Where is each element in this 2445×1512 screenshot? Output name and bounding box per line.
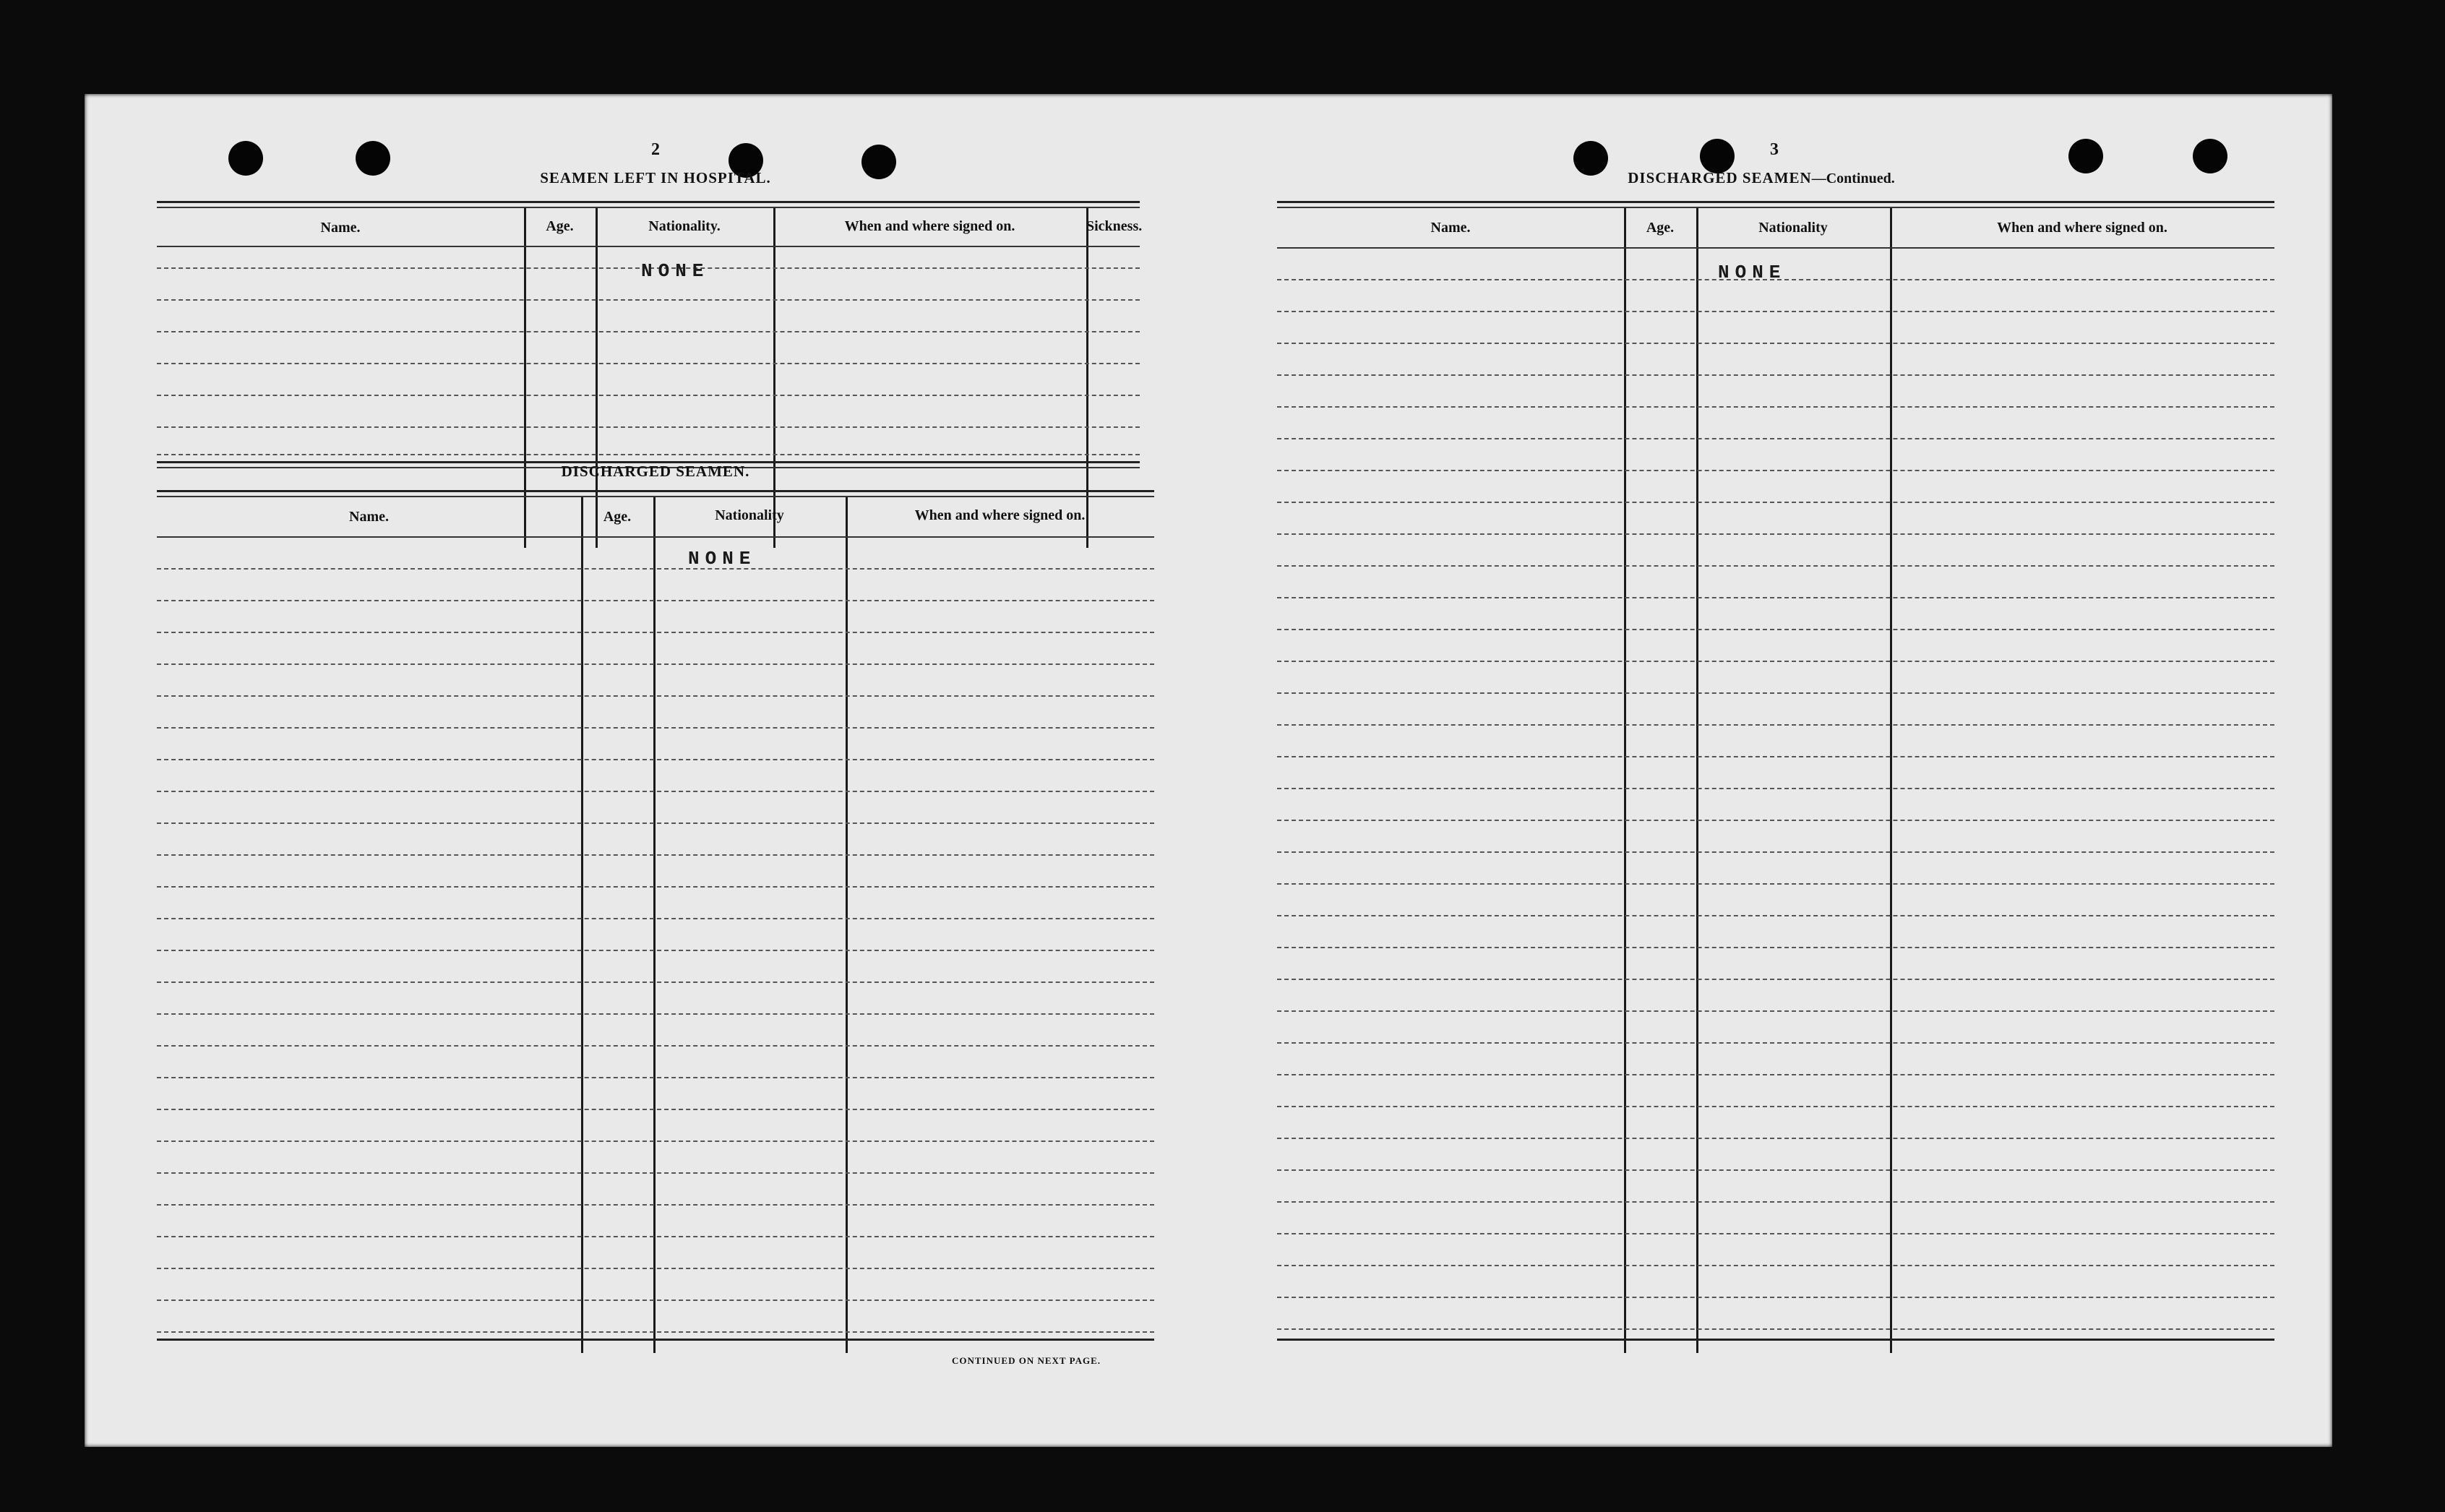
document-sheet <box>85 94 2332 1447</box>
page-title-suffix: —Continued. <box>1811 171 1895 186</box>
ruled-line <box>1277 343 2274 344</box>
col-header-name: Name. <box>349 509 389 525</box>
ruled-line <box>157 822 1154 824</box>
ruled-line <box>157 1077 1154 1078</box>
col-header-signed-on: When and where signed on. <box>1997 220 2167 236</box>
ruled-line <box>1277 1042 2274 1044</box>
ruled-line <box>1277 597 2274 598</box>
ruled-line <box>1277 724 2274 726</box>
col-header-signed-on: When and where signed on. <box>914 507 1086 523</box>
ruled-line <box>1277 533 2274 535</box>
ruled-line <box>157 1045 1154 1047</box>
ruled-line <box>1277 1074 2274 1075</box>
ruled-line <box>157 1109 1154 1110</box>
page-title <box>1559 169 1964 187</box>
ruled-line <box>157 918 1154 919</box>
page-title: SEAMEN LEFT IN HOSPITAL. <box>540 169 771 186</box>
ruled-line <box>1277 1106 2274 1107</box>
ruled-line <box>157 791 1154 792</box>
ruled-line <box>1277 1169 2274 1171</box>
ruled-line <box>1277 1328 2274 1330</box>
page-title-main: DISCHARGED SEAMEN <box>1628 169 1812 186</box>
col-header-nationality: Nationality <box>715 507 784 523</box>
discharged-table <box>157 490 1154 1353</box>
col-header-age: Age. <box>1646 220 1675 236</box>
ruled-line <box>1277 979 2274 980</box>
col-header-nationality: Nationality <box>1758 220 1828 236</box>
ruled-line <box>157 886 1154 888</box>
page-number: 3 <box>1770 140 1779 159</box>
ruled-line <box>157 950 1154 951</box>
col-header-age: Age. <box>603 509 632 525</box>
ruled-line <box>1277 1138 2274 1139</box>
ruled-line <box>1277 788 2274 789</box>
ruled-line <box>1277 438 2274 439</box>
ruled-line <box>157 632 1154 633</box>
none-entry: NONE <box>688 548 757 570</box>
none-entry: NONE <box>641 260 710 282</box>
ruled-line <box>157 759 1154 760</box>
ruled-line <box>1277 1201 2274 1203</box>
section-title: DISCHARGED SEAMEN. <box>561 463 750 480</box>
ruled-line <box>1277 1297 2274 1298</box>
ruled-line <box>157 1172 1154 1174</box>
ruled-line <box>1277 1010 2274 1012</box>
ruled-line <box>157 600 1154 601</box>
ruled-line <box>157 727 1154 729</box>
ruled-line <box>1277 502 2274 503</box>
footer-note: CONTINUED ON NEXT PAGE. <box>952 1355 1101 1366</box>
ruled-line <box>1277 883 2274 885</box>
ruled-line <box>157 695 1154 697</box>
ruled-line <box>157 663 1154 665</box>
none-entry: NONE <box>1718 262 1787 283</box>
ruled-line <box>1277 820 2274 821</box>
ruled-line <box>1277 565 2274 567</box>
ruled-line <box>1277 692 2274 694</box>
discharged-continued-table <box>1277 201 2274 1353</box>
ruled-line <box>1277 1265 2274 1266</box>
ruled-line <box>157 1204 1154 1206</box>
ruled-line <box>1277 756 2274 757</box>
ruled-line <box>157 981 1154 983</box>
ruled-line <box>157 1300 1154 1301</box>
ruled-line <box>1277 851 2274 853</box>
ruled-line <box>1277 470 2274 471</box>
ruled-line <box>1277 629 2274 630</box>
col-header-age: Age. <box>546 218 574 234</box>
ruled-line <box>1277 1233 2274 1234</box>
col-header-name: Name. <box>1430 220 1471 236</box>
ruled-line <box>1277 279 2274 280</box>
right-page <box>1212 94 2332 1447</box>
col-header-signed-on: When and where signed on. <box>844 218 1015 234</box>
col-header-nationality: Nationality. <box>648 218 721 234</box>
page-number: 2 <box>651 140 660 159</box>
ruled-line <box>1277 374 2274 376</box>
ruled-line <box>157 1268 1154 1269</box>
left-page <box>85 94 1212 1447</box>
col-header-sickness: Sickness. <box>1086 218 1143 234</box>
ruled-line <box>1277 661 2274 662</box>
col-header-name: Name. <box>320 220 361 236</box>
ruled-line <box>157 568 1154 570</box>
ruled-line <box>1277 311 2274 312</box>
ruled-line <box>1277 406 2274 408</box>
ruled-line <box>157 1236 1154 1237</box>
ruled-line <box>157 1141 1154 1142</box>
ruled-line <box>157 854 1154 856</box>
ruled-line <box>1277 915 2274 916</box>
ruled-line <box>157 1331 1154 1333</box>
ruled-line <box>157 1013 1154 1015</box>
ruled-line <box>1277 947 2274 948</box>
